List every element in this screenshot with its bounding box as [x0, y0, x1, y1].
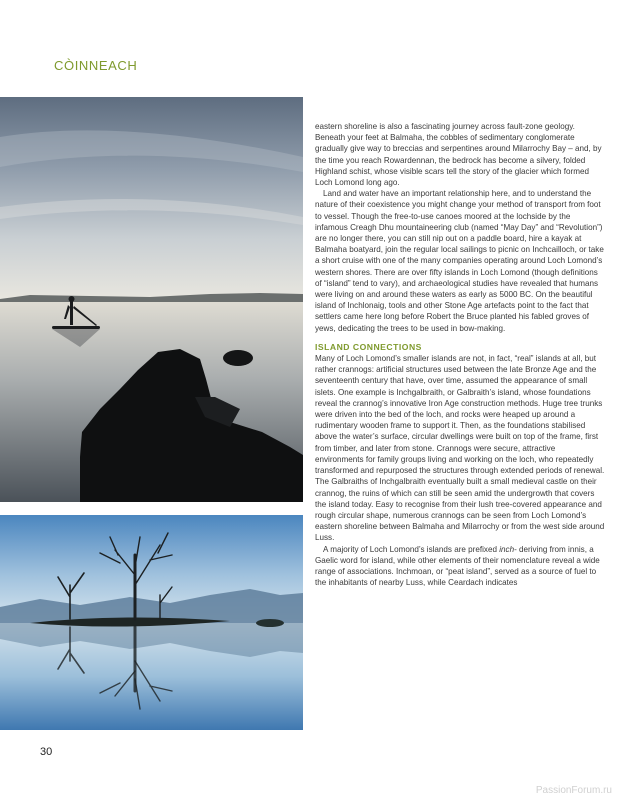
article-paragraph: eastern shoreline is also a fascinating journey across fault-zone geology. Beneath your feet at Balmaha, the cobbles of sedimentary conglomerate gradually give way to breccias and serpentines around Milarrochy Bay – and, by the time you reach Rowardennan, the bedrock has become a silvery, folded Highland schist, whose visible scars tell the story of the glacier which formed Loch Lomond long ago.	[315, 122, 602, 188]
paddleboarder-loch-photo	[0, 97, 303, 502]
page-number: 30	[40, 746, 53, 758]
article-subheading: ISLAND CONNECTIONS	[315, 341, 422, 352]
crannog-island-reflection-photo	[0, 515, 303, 730]
paragraph-text: - deriving from innis, a Gaelic word for island, while other elements of their nomenclature reveal a wide range of associations. Inchmoan, or “peat island”, served as a source of fuel to the inhabitants of nearby Luss, while Ceardach indicates	[315, 544, 600, 588]
article-paragraph: Many of Loch Lomond’s smaller islands are not, in fact, “real” islands at all, but rather crannogs: artificial structures used between the late Bronze Age and the seventeenth century that have, over time, assumed the appearance of small islets. One example is Inchgalbraith, or Galbraith’s island, whose foundations reveal the crannog’s innovative Iron Age construction methods. Huge tree trunks were driven into the bed of the loch, and rocks were heaped up around a rudimentary wooden frame to support it. Then, as the foundations stabilised above the water’s surface, circular dwellings were built on top of the frame, first from timber, and later from stone. Crannogs were secure, attractive environments for family groups living and working on the loch, who repeatedly transformed and repurposed the structures through extended periods of renewal. The Galbraiths of Inchgalbraith eventually built a small medieval castle on their crannog, the ruins of which can still be seen amid the undergrowth that covers the island today. Easy to recognise from their lush tree-covered appearance and rough circular shape, numerous crannogs can be seen from Loch Lomond’s eastern shoreline between Balmaha and Milarrochy or from the west side around Luss.	[315, 354, 605, 543]
article-paragraph	[315, 544, 605, 589]
section-label: CÒINNEACH	[54, 58, 138, 73]
paragraph-text: A majority of Loch Lomond’s islands are prefixed	[323, 544, 500, 554]
article-body	[315, 121, 605, 588]
italic-term: inch	[499, 544, 515, 554]
article-paragraph: Land and water have an important relationship here, and to understand the nature of their coexistence you might change your method of transport from foot to vessel. Though the free-to-use canoes moored at the lochside by the infamous Creagh Dhu mountaineering club (named “May Day” and “Revolution”) are no longer there, you can still nip out on a paddle board, hire a kayak at Balmaha boatyard, join the regular local sailings to picnic on Inchcailloch, or take a short cruise with one of the many companies operating around Loch Lomond’s western shores. There are over fifty islands in Loch Lomond (though definitions of “island” tend to vary), and archaeological studies have revealed that humans were living on and around these waters as early as 5000 BC. On the beautiful island of Inchlonaig, tools and other Stone Age artefacts point to the fact that settlers came here long before Robert the Bruce planted his fabled groves of yews, dedicating the trees to be used in bow-making.	[315, 189, 604, 333]
watermark: PassionForum.ru	[535, 785, 612, 796]
